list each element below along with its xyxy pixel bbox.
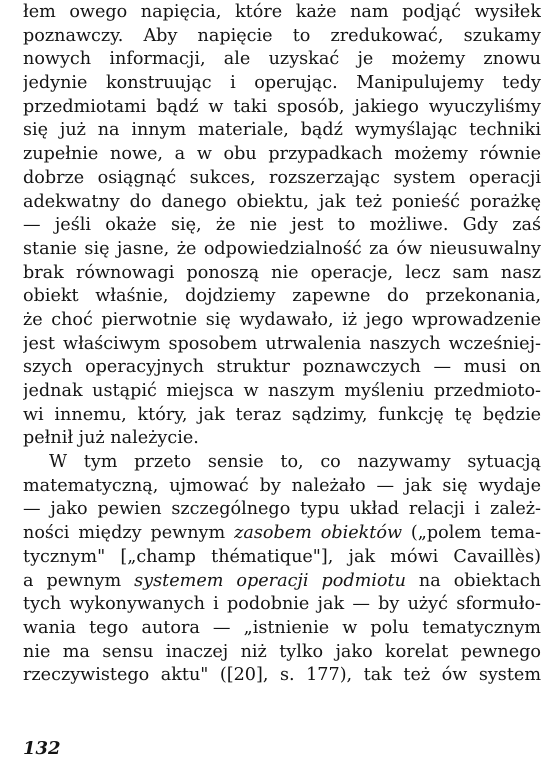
- text-line: dobrze osiągnąć sukces, rozszerzając system operacji: [23, 167, 541, 188]
- italic-term: zasobem obiektów: [234, 523, 403, 544]
- text-line: jest właściwym sposobem utrwalenia naszych wcześniej-: [23, 333, 541, 354]
- text-line: [23, 522, 541, 546]
- text-line: [23, 570, 541, 594]
- text-line: poznawczy. Aby napięcie to zredukować, szukamy: [23, 25, 541, 46]
- text-line: brak równowagi ponoszą nie operacje, lecz sam nasz: [23, 262, 541, 283]
- text-line: matematyczną, ujmować by należało — jak się wydaje: [23, 475, 541, 496]
- text-line: obiekt właśnie, dojdziemy zapewne do przekonania,: [23, 286, 541, 307]
- text-line: wi innemu, który, jak teraz sądzimy, funkcję tę będzie: [23, 404, 541, 425]
- text-run: na obiektach: [405, 570, 541, 591]
- text-line: — jako pewien szczególnego typu układ relacji i zależ-: [23, 499, 541, 520]
- text-line: rzeczywistego aktu" ([20], s. 177), tak też ów system: [23, 665, 541, 686]
- text-line: jednak ustąpić miejsca w naszym myśleniu przedmioto-: [23, 381, 541, 401]
- text-line: się już na innym materiale, bądź wymyślając techniki: [23, 120, 541, 141]
- text-line: nie ma sensu inaczej niż tylko jako korelat pewnego: [23, 641, 541, 662]
- paragraph: [23, 451, 541, 688]
- body-text: [23, 1, 541, 688]
- text-line: szych operacyjnych struktur poznawczych — musi on: [23, 357, 541, 378]
- text-line: tych wykonywanych i podobnie jak — by użyć sformuło-: [23, 594, 541, 615]
- paragraph: [23, 1, 541, 451]
- text-line: — jeśli okaże się, że nie jest to możliwe. Gdy zaś: [23, 215, 541, 236]
- text-line: pełnił już należycie.: [23, 428, 199, 449]
- text-run: ności między pewnym: [23, 523, 235, 544]
- text-line: wania tego autora — „istnienie w polu tematycznym: [23, 617, 541, 638]
- text-line: że choć pierwotnie się wydawało, iż jego wprowadzenie: [23, 309, 541, 330]
- text-line: stanie się jasne, że odpowiedzialność za ów nieusuwalny: [23, 238, 541, 259]
- text-line: W tym przeto sensie to, co nazywamy sytuacją: [49, 452, 541, 473]
- text-line: łem owego napięcia, które każe nam podjąć wysiłek: [23, 2, 541, 22]
- page-number: 132: [23, 738, 61, 759]
- text-line: zupełnie nowe, a w obu przypadkach możemy równie: [23, 144, 541, 165]
- text-line: jedynie konstruując i operując. Manipulujemy tedy: [23, 73, 541, 94]
- text-line: przedmiotami bądź w taki sposób, jakiego wyuczyliśmy: [23, 96, 541, 117]
- text-run: („polem tema-: [402, 523, 541, 544]
- text-line: tycznym" [„champ thématique"], jak mówi Cavaillès): [23, 546, 541, 567]
- italic-term: systemem operacji podmiotu: [134, 570, 406, 591]
- text-line: nowych informacji, ale uzyskać je możemy znowu: [23, 49, 541, 70]
- text-run: a pewnym: [23, 570, 135, 591]
- text-line: adekwatny do danego obiektu, jak też ponieść porażkę: [23, 191, 541, 212]
